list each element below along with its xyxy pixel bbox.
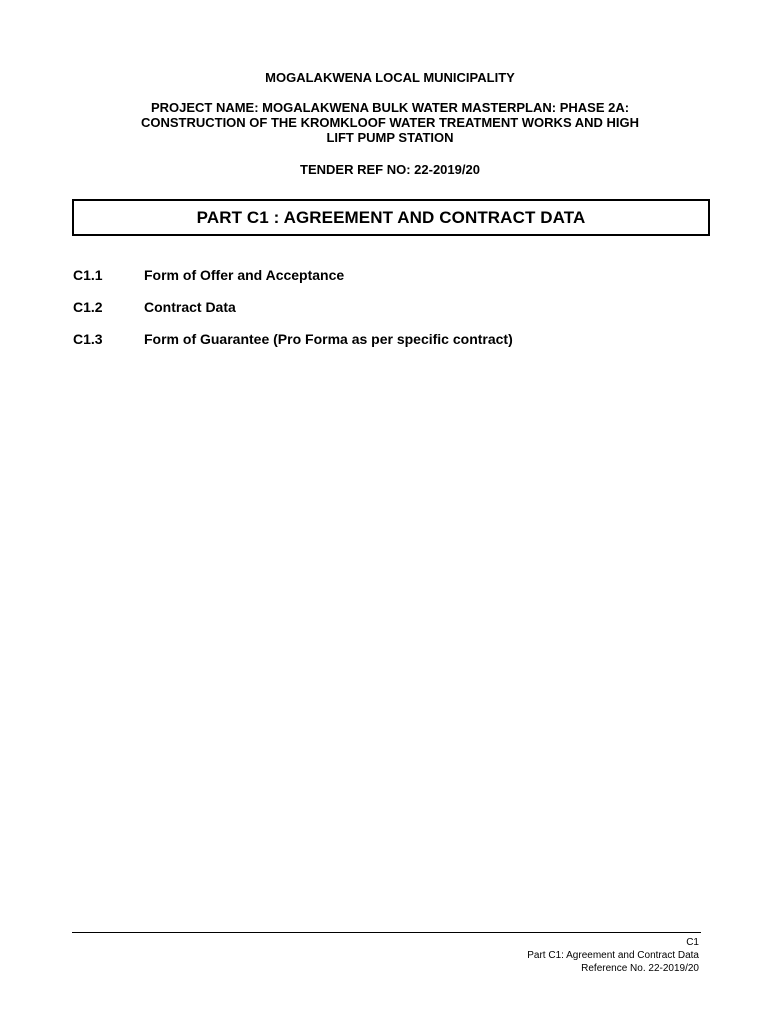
project-name xyxy=(60,100,720,145)
footer-section: C1 xyxy=(686,937,699,948)
footer-part: Part C1: Agreement and Contract Data xyxy=(527,950,699,961)
contents-list xyxy=(73,266,713,362)
item-title: Form of Guarantee (Pro Forma as per specific contract) xyxy=(144,331,513,347)
item-code: C1.2 xyxy=(73,299,103,315)
project-name-line: CONSTRUCTION OF THE KROMKLOOF WATER TREATMENT WORKS AND HIGH xyxy=(140,115,640,130)
project-name-line: PROJECT NAME: MOGALAKWENA BULK WATER MASTERPLAN: PHASE 2A: xyxy=(150,100,630,115)
list-item xyxy=(73,330,713,362)
part-title-box xyxy=(72,199,710,236)
page-footer xyxy=(527,936,699,975)
item-code: C1.3 xyxy=(73,331,103,347)
item-code: C1.1 xyxy=(73,267,103,283)
footer-divider xyxy=(72,932,701,933)
tender-reference: TENDER REF NO: 22-2019/20 xyxy=(300,162,480,177)
item-title: Form of Offer and Acceptance xyxy=(144,267,345,283)
list-item xyxy=(73,298,713,330)
footer-reference: Reference No. 22-2019/20 xyxy=(581,963,699,974)
part-title: PART C1 : AGREEMENT AND CONTRACT DATA xyxy=(196,207,586,227)
list-item xyxy=(73,266,713,298)
municipality-heading: MOGALAKWENA LOCAL MUNICIPALITY xyxy=(265,70,515,85)
project-name-line: LIFT PUMP STATION xyxy=(326,130,454,145)
item-title: Contract Data xyxy=(144,299,236,315)
